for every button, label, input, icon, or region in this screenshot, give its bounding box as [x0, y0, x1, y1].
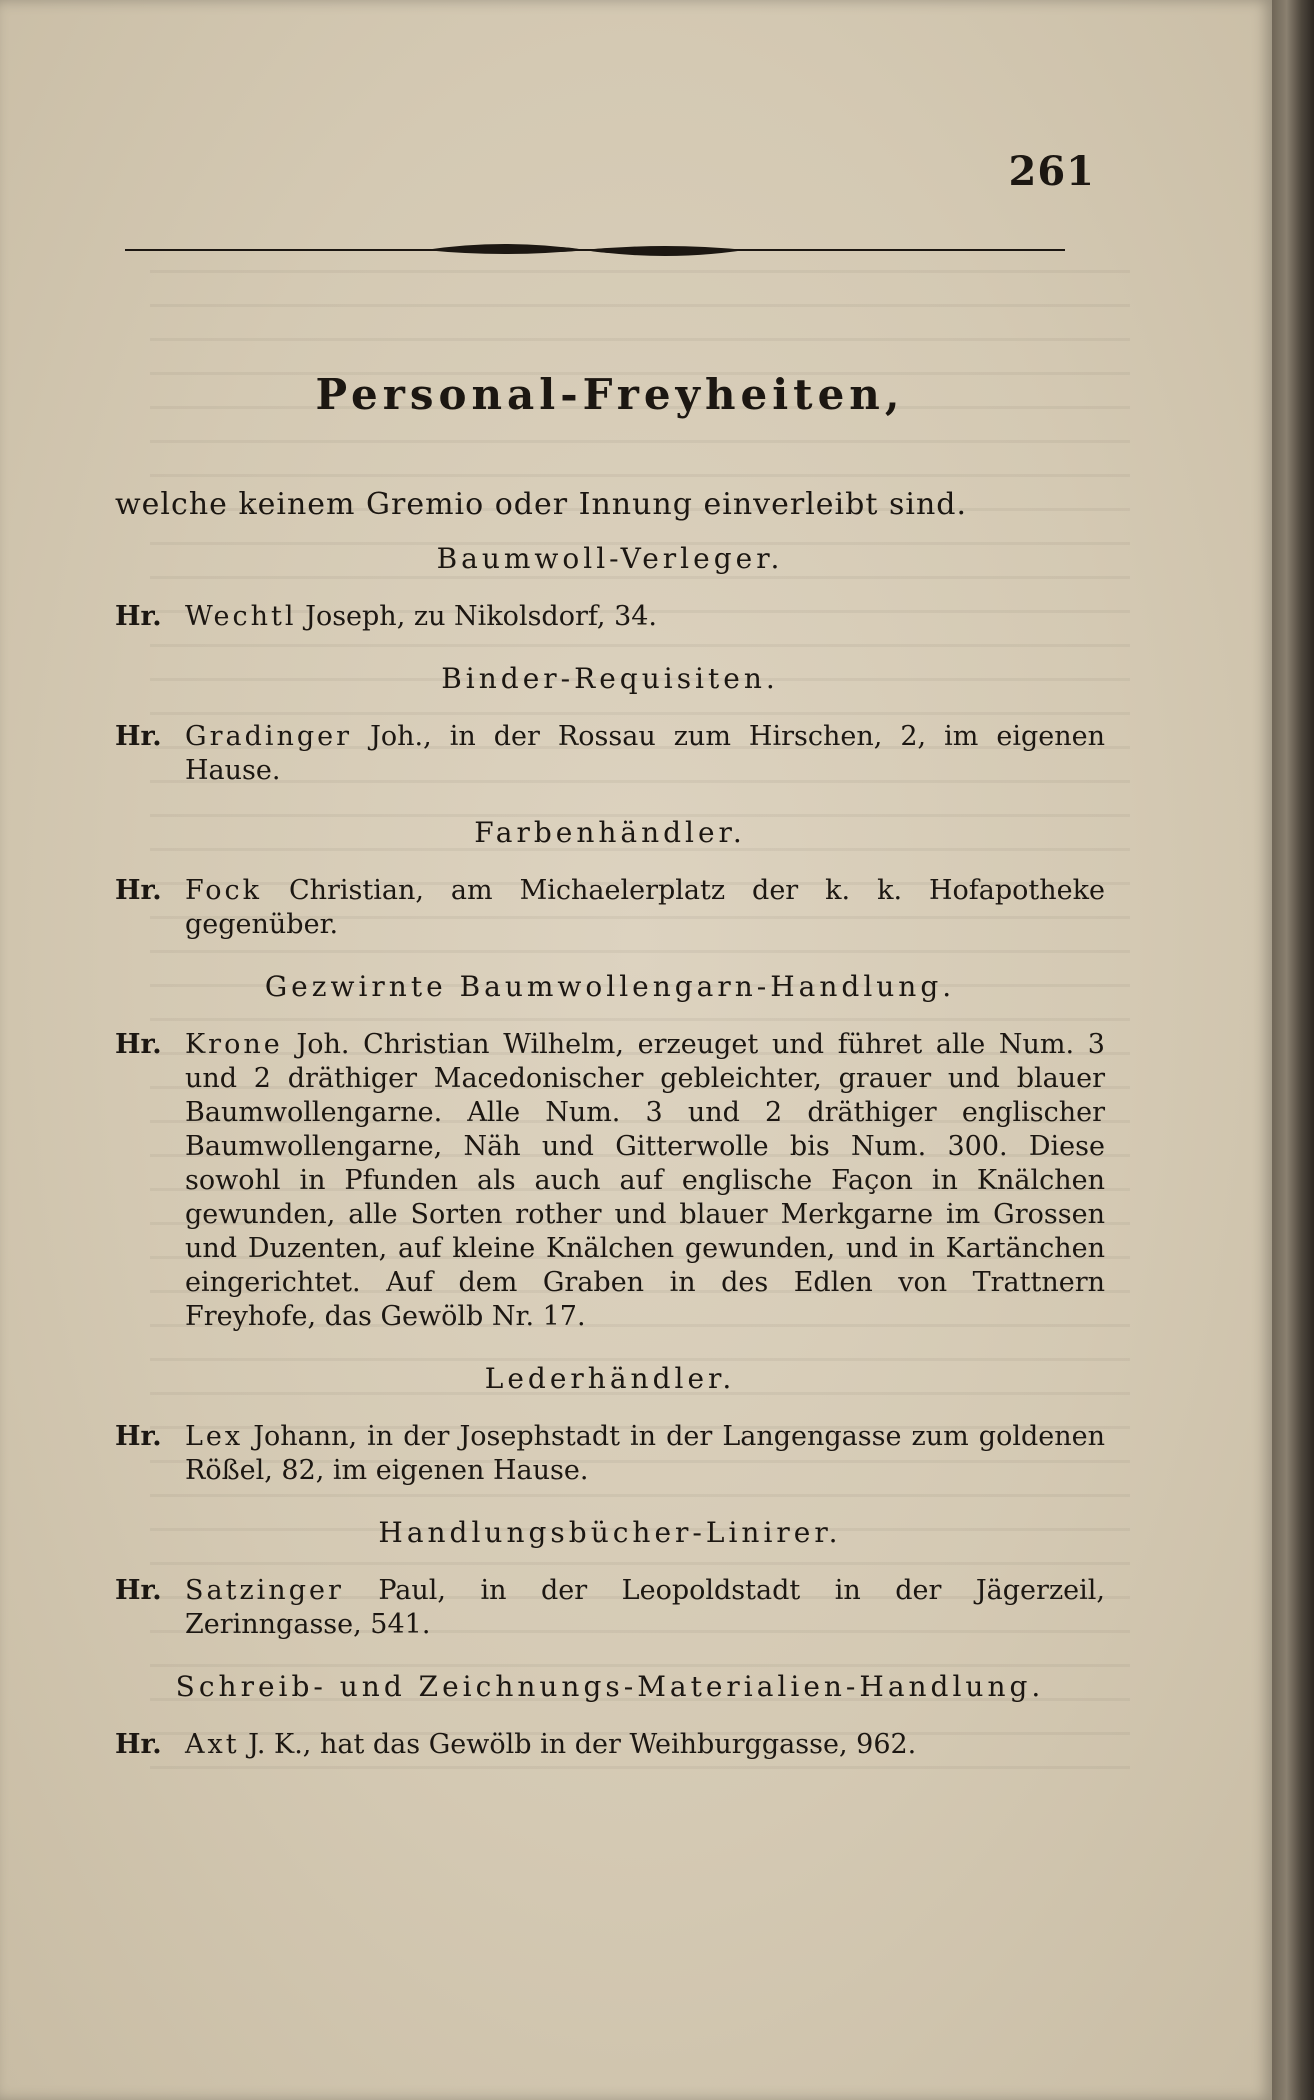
entry-text [185, 1420, 1105, 1488]
entry-honorific: Hr. [115, 601, 162, 632]
entry-details: Christian, am Michaelerplatz der k. k. Hofapotheke gegenüber. [185, 875, 1105, 940]
entry-text [185, 874, 1105, 942]
entry-honorific: Hr. [115, 1729, 162, 1760]
section-baumwollengarn-handlung [115, 968, 1105, 1334]
entry-details: J. K., hat das Gewölb in der Weihburggasse, 962. [239, 1729, 917, 1760]
entry-name: Satzinger [185, 1575, 344, 1606]
list-item [115, 1420, 1105, 1488]
entry-name: Fock [185, 875, 262, 906]
entry-text [185, 1728, 1105, 1762]
page-title: Personal-Freyheiten, [315, 370, 905, 419]
entry-text [185, 1574, 1105, 1642]
entry-details: Joh. Christian Wilhelm, erzeuget und führet alle Num. 3 und 2 dräthiger Macedonischer gebleichter, grauer und blauer Baumwollengarne. Alle Num. 3 und 2 dräthiger englischer Baumwollengarne, Näh und Gitterwolle bis Num. 300. Diese sowohl in Pfunden als auch auf englische Façon in Knälchen gewunden, alle Sorten rother und blauer Merkgarne im Grossen und Duzenten, auf kleine Knälchen gewunden, und in Kartänchen eingerichtet. Auf dem Graben in des Edlen von Trattnern Freyhofe, das Gewölb Nr. 17. [185, 1029, 1105, 1332]
body-text [115, 370, 1105, 1788]
entry-honorific: Hr. [115, 875, 162, 906]
entry-name: Wechtl [185, 601, 297, 632]
entry-text [185, 600, 1105, 634]
book-page-edge [1272, 0, 1314, 2100]
section-heading: Handlungsbücher-Linirer. [378, 1516, 842, 1549]
section-heading: Lederhändler. [484, 1362, 736, 1395]
list-item [115, 1574, 1105, 1642]
entry-name: Lex [185, 1421, 244, 1452]
entry-name: Gradinger [185, 721, 353, 752]
entry-details: Joh., in der Rossau zum Hirschen, 2, im eigenen Hause. [185, 721, 1105, 786]
list-item [115, 600, 1105, 634]
entry-details: Johann, in der Josephstadt in der Langengasse zum goldenen Rößel, 82, im eigenen Hause. [185, 1421, 1105, 1486]
entry-text [185, 720, 1105, 788]
section-heading: Baumwoll-Verleger. [436, 542, 784, 575]
entry-text [185, 1028, 1105, 1334]
list-item [115, 874, 1105, 942]
page-subtitle: welche keinem Gremio oder Innung einverleibt sind. [115, 487, 968, 522]
section-handlungsbuecher-linirer [115, 1514, 1105, 1642]
page-number: 261 [1008, 148, 1095, 195]
section-heading: Farbenhändler. [474, 816, 746, 849]
section-heading: Schreib- und Zeichnungs-Materialien-Handlung. [175, 1670, 1045, 1703]
entry-honorific: Hr. [115, 1421, 162, 1452]
entry-details: Paul, in der Leopoldstadt in der Jägerzeil, Zerinngasse, 541. [185, 1575, 1105, 1640]
section-binder-requisiten [115, 660, 1105, 788]
section-lederhaendler [115, 1360, 1105, 1488]
entry-details: Joseph, zu Nikolsdorf, 34. [296, 601, 658, 632]
entry-name: Krone [185, 1029, 283, 1060]
entry-honorific: Hr. [115, 721, 162, 752]
section-heading: Binder-Requisiten. [441, 662, 779, 695]
section-schreib-materialien [115, 1668, 1105, 1762]
ornamental-rule [125, 240, 1065, 260]
entry-honorific: Hr. [115, 1029, 162, 1060]
list-item [115, 1728, 1105, 1762]
entry-honorific: Hr. [115, 1575, 162, 1606]
list-item [115, 720, 1105, 788]
section-baumwoll-verleger [115, 540, 1105, 634]
entry-name: Axt [185, 1729, 240, 1760]
section-farbenhaendler [115, 814, 1105, 942]
section-heading: Gezwirnte Baumwollengarn-Handlung. [264, 970, 956, 1003]
list-item [115, 1028, 1105, 1334]
